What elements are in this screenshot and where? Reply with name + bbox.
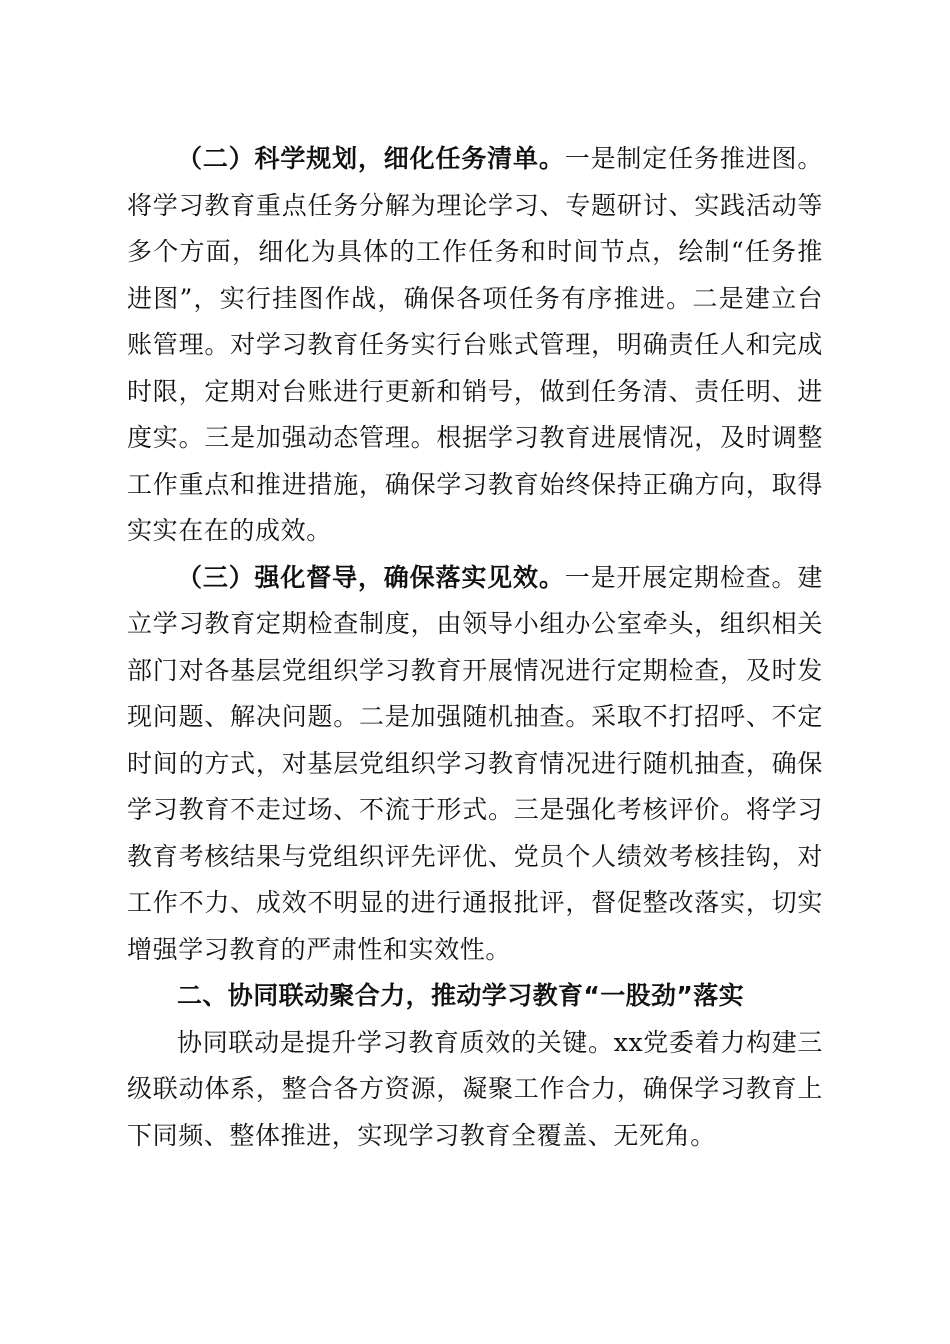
section-2-lead: （二）科学规划，细化任务清单。 — [177, 144, 565, 173]
section-3-body: 一是开展定期检查。建立学习教育定期检查制度，由领导小组办公室牵头，组织相关部门对各基层党组织学习教育开展情况进行定期检查，及时发现问题、解决问题。二是加强随机抽查。采取不打招呼、不定时间的方式，对基层党组织学习教育情况进行随机抽查，确保学习教育不走过场、不流于形式。三是强化考核评价。将学习教育考核结果与党组织评先评优、党员个人绩效考核挂钩，对工作不力、成效不明显的进行通报批评，督促整改落实，切实增强学习教育的严肃性和实效性。 — [127, 562, 823, 964]
section-2-paragraph — [127, 136, 823, 555]
part-2-heading: 二、协同联动聚合力，推动学习教育“一股劲”落实 — [177, 981, 745, 1010]
section-3-paragraph — [127, 555, 823, 974]
section-3-lead: （三）强化督导，确保落实见效。 — [177, 562, 565, 592]
part-2-intro: 协同联动是提升学习教育质效的关键。xx党委着力构建三级联动体系，整合各方资源，凝聚工作合力，确保学习教育上下同频、整体推进，实现学习教育全覆盖、无死角。 — [127, 1027, 823, 1150]
section-2-body: 一是制定任务推进图。将学习教育重点任务分解为理论学习、专题研讨、实践活动等多个方面，细化为具体的工作任务和时间节点，绘制“任务推进图”，实行挂图作战，确保各项任务有序推进。二是建立台账管理。对学习教育任务实行台账式管理，明确责任人和完成时限，定期对台账进行更新和销号，做到任务清、责任明、进度实。三是加强动态管理。根据学习教育进展情况，及时调整工作重点和推进措施，确保学习教育始终保持正确方向，取得实实在在的成效。 — [127, 144, 823, 545]
document-page — [127, 136, 823, 1159]
